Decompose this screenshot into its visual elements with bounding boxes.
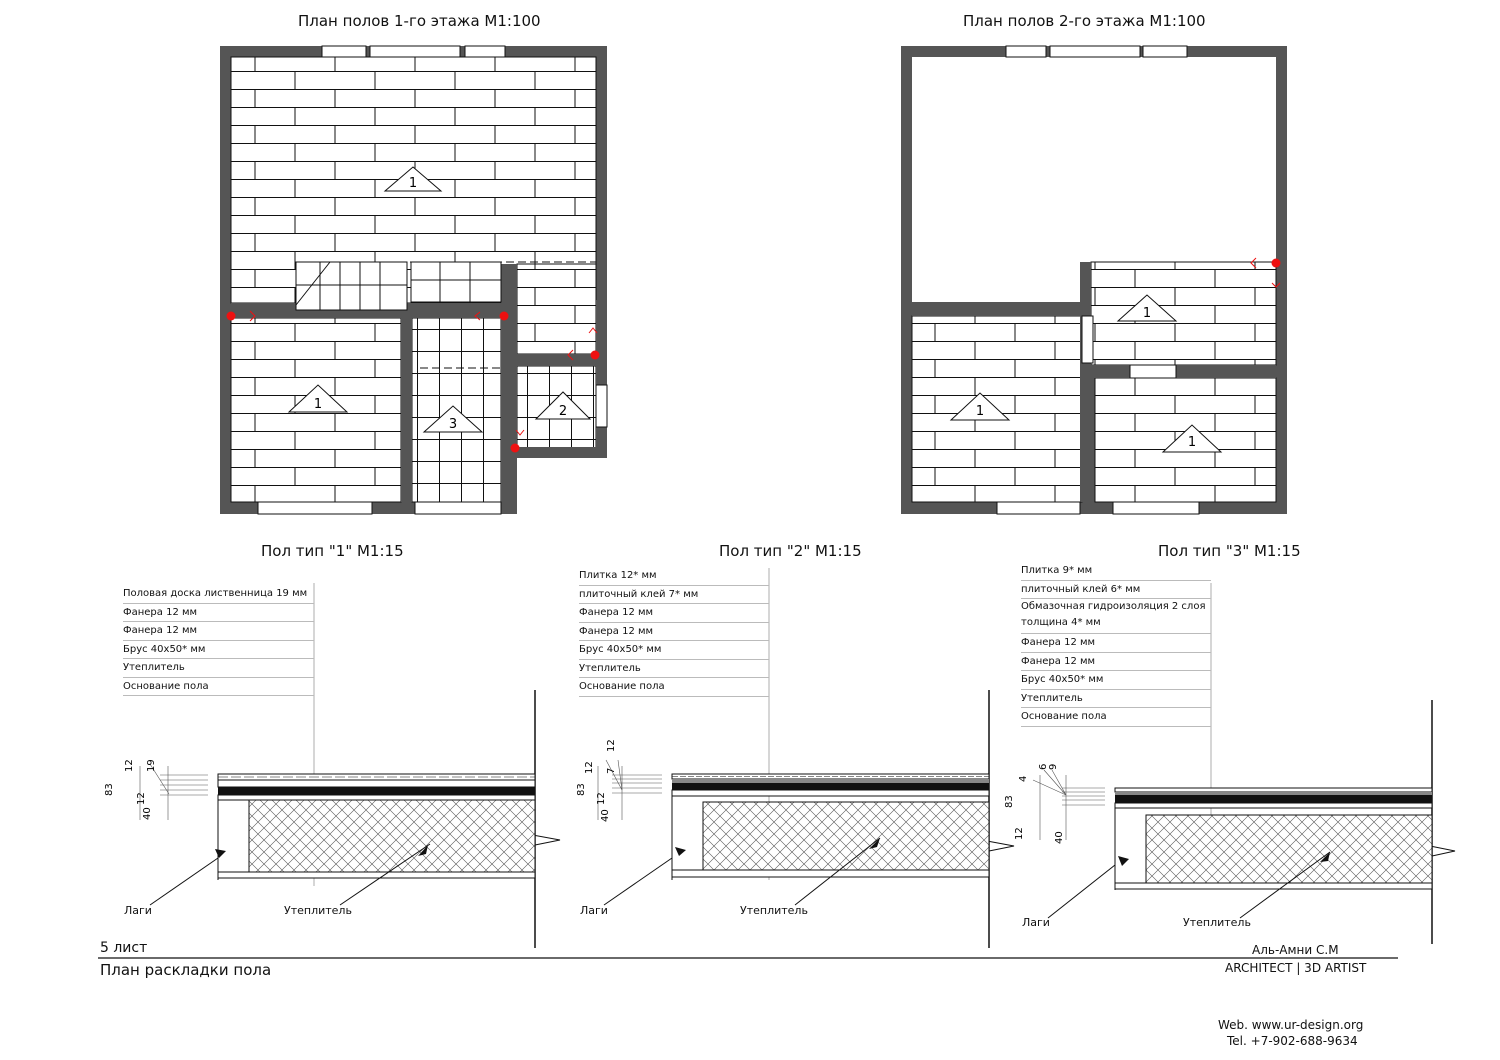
insulation-label: Утеплитель [1183, 916, 1251, 929]
sheet-title: План раскладки пола [100, 961, 272, 979]
dimension-label: 12 [596, 792, 607, 805]
layer-list-3 [1021, 562, 1211, 727]
svg-text:1: 1 [975, 404, 985, 419]
joists-label: Лаги [1022, 916, 1050, 929]
dimension-label: 83 [1004, 795, 1015, 808]
dimension-label: 12 [124, 759, 135, 772]
layer-item: Утеплитель [1021, 690, 1211, 709]
dimension-label: 12 [136, 792, 147, 805]
layer-item: Обмазочная гидроизоляция 2 слоя толщина 4* мм [1021, 599, 1211, 634]
dimension-label: 40 [1054, 831, 1065, 844]
dimension-label: 6 [1038, 763, 1049, 770]
dimension-label: 12 [584, 761, 595, 774]
layer-item: Половая доска лиственница 19 мм [123, 585, 314, 604]
layer-item: Фанера 12 мм [123, 604, 314, 623]
svg-text:1: 1 [1142, 306, 1152, 321]
floor-plan-2 [901, 46, 1287, 514]
author-role: ARCHITECT | 3D ARTIST [1225, 961, 1367, 975]
layer-item: Фанера 12 мм [123, 622, 314, 641]
dimension-label: 7 [606, 767, 617, 774]
layer-item: Плитка 9* мм [1021, 562, 1211, 581]
layer-item: Плитка 12* мм [579, 567, 769, 586]
section-title-1: Пол тип "1" М1:15 [261, 542, 404, 560]
layer-item: Основание пола [123, 678, 314, 697]
plan-title-floor-2: План полов 2-го этажа М1:100 [963, 12, 1206, 30]
dimension-label: 40 [142, 807, 153, 820]
layer-item: Основание пола [1021, 708, 1211, 727]
layer-item: Фанера 12 мм [1021, 653, 1211, 672]
website: Web. www.ur-design.org [1218, 1018, 1364, 1032]
svg-text:1: 1 [408, 176, 418, 191]
author-name: Аль-Амни С.М [1252, 943, 1339, 957]
plan-title-floor-1: План полов 1-го этажа М1:100 [298, 12, 541, 30]
dimension-label: 12 [1014, 827, 1025, 840]
dimension-label: 83 [576, 783, 587, 796]
dimension-label: 4 [1018, 775, 1029, 782]
svg-text:2: 2 [558, 404, 568, 419]
section-title-3: Пол тип "3" М1:15 [1158, 542, 1301, 560]
layer-item: Брус 40х50* мм [123, 641, 314, 660]
floor-plan-1 [220, 46, 607, 514]
dimension-label: 40 [600, 809, 611, 822]
dimension-label: 9 [1048, 763, 1059, 770]
layer-list-2 [579, 567, 769, 697]
svg-text:1: 1 [313, 397, 323, 412]
layer-item: Брус 40х50* мм [1021, 671, 1211, 690]
layer-item: Фанера 12 мм [579, 604, 769, 623]
sheet-number: 5 лист [100, 940, 148, 956]
insulation-label: Утеплитель [284, 904, 352, 917]
layer-item: Фанера 12 мм [579, 623, 769, 642]
section-title-2: Пол тип "2" М1:15 [719, 542, 862, 560]
layer-item: Утеплитель [579, 660, 769, 679]
joists-label: Лаги [124, 904, 152, 917]
layer-item: плиточный клей 7* мм [579, 586, 769, 605]
dimension-label: 83 [104, 783, 115, 796]
joists-label: Лаги [580, 904, 608, 917]
insulation-label: Утеплитель [740, 904, 808, 917]
dimension-label: 12 [606, 739, 617, 752]
layer-list-1 [123, 585, 314, 696]
layer-item: плиточный клей 6* мм [1021, 581, 1211, 600]
svg-text:1: 1 [1187, 435, 1197, 450]
layer-item: Утеплитель [123, 659, 314, 678]
layer-item: Основание пола [579, 678, 769, 697]
dimension-label: 19 [146, 759, 157, 772]
phone: Tel. +7-902-688-9634 [1227, 1034, 1358, 1048]
svg-text:3: 3 [448, 417, 458, 432]
layer-item: Фанера 12 мм [1021, 634, 1211, 653]
layer-item: Брус 40х50* мм [579, 641, 769, 660]
